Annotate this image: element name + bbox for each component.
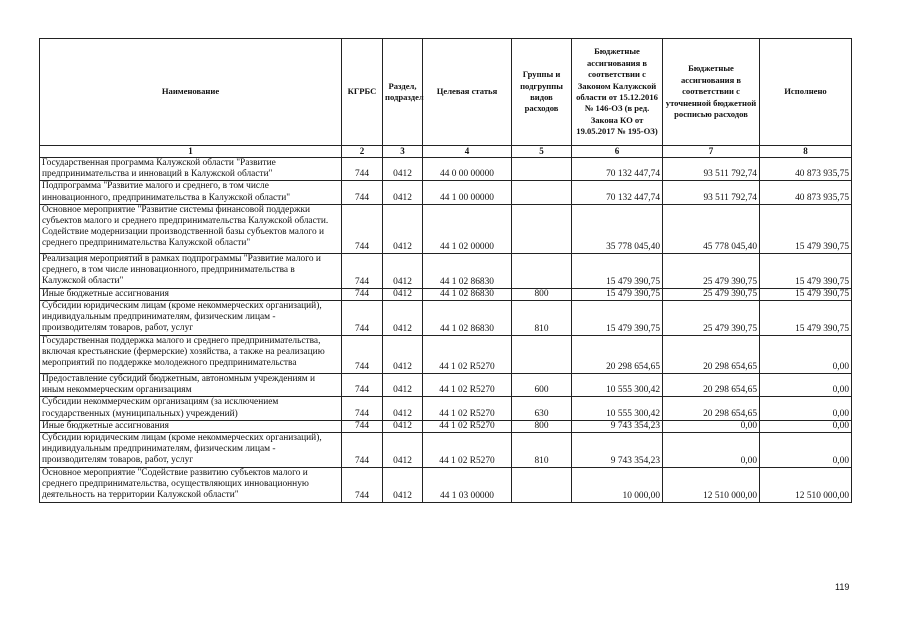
row-plan-amount: 20 298 654,65 (663, 336, 760, 374)
header-section: Раздел, подраздел (383, 39, 423, 146)
row-kgrbs: 744 (342, 181, 383, 204)
row-plan-amount: 25 479 390,75 (663, 253, 760, 288)
row-target-article: 44 1 02 00000 (423, 204, 512, 253)
row-executed-amount: 0,00 (760, 397, 852, 420)
row-section: 0412 (383, 288, 423, 300)
row-executed-amount: 12 510 000,00 (760, 468, 852, 503)
row-section: 0412 (383, 253, 423, 288)
row-name: Иные бюджетные ассигнования (40, 420, 342, 432)
row-law-amount: 15 479 390,75 (572, 253, 663, 288)
table-row (40, 181, 852, 204)
row-expense-group: 810 (512, 433, 572, 468)
row-kgrbs: 744 (342, 253, 383, 288)
row-executed-amount: 0,00 (760, 374, 852, 397)
row-executed-amount: 0,00 (760, 420, 852, 432)
table-row (40, 374, 852, 397)
row-kgrbs: 744 (342, 397, 383, 420)
row-plan-amount: 45 778 045,40 (663, 204, 760, 253)
column-number: 7 (663, 146, 760, 158)
row-law-amount: 9 743 354,23 (572, 420, 663, 432)
row-expense-group (512, 468, 572, 503)
row-law-amount: 10 555 300,42 (572, 374, 663, 397)
row-target-article: 44 1 02 86830 (423, 288, 512, 300)
row-kgrbs: 744 (342, 374, 383, 397)
header-row (40, 39, 852, 146)
table-row (40, 397, 852, 420)
column-number: 3 (383, 146, 423, 158)
row-kgrbs: 744 (342, 301, 383, 336)
table-row (40, 420, 852, 432)
column-number: 6 (572, 146, 663, 158)
row-law-amount: 10 000,00 (572, 468, 663, 503)
table-body (40, 158, 852, 503)
row-expense-group: 810 (512, 301, 572, 336)
row-law-amount: 70 132 447,74 (572, 158, 663, 181)
row-expense-group: 600 (512, 374, 572, 397)
row-executed-amount: 40 873 935,75 (760, 158, 852, 181)
row-section: 0412 (383, 374, 423, 397)
row-law-amount: 15 479 390,75 (572, 301, 663, 336)
table-row (40, 301, 852, 336)
row-section: 0412 (383, 468, 423, 503)
row-name: Предоставление субсидий бюджетным, автономным учреждениям и иным некоммерческим организациям (40, 374, 342, 397)
row-section: 0412 (383, 433, 423, 468)
header-target-article: Целевая статья (423, 39, 512, 146)
row-plan-amount: 93 511 792,74 (663, 181, 760, 204)
row-expense-group: 630 (512, 397, 572, 420)
table-row (40, 253, 852, 288)
header-plan-allocations: Бюджетные ассигнования в соответствии с уточненной бюджетной росписью расходов (663, 39, 760, 146)
row-name: Иные бюджетные ассигнования (40, 288, 342, 300)
column-number: 5 (512, 146, 572, 158)
row-name: Государственная поддержка малого и среднего предпринимательства, включая крестьянские (фермерские) хозяйства, а также на реализацию мероприятий по поддержке молодежного предпринимательства (40, 336, 342, 374)
row-plan-amount: 93 511 792,74 (663, 158, 760, 181)
column-number: 2 (342, 146, 383, 158)
row-expense-group (512, 336, 572, 374)
row-plan-amount: 0,00 (663, 433, 760, 468)
row-law-amount: 20 298 654,65 (572, 336, 663, 374)
table-row (40, 288, 852, 300)
column-number: 1 (40, 146, 342, 158)
row-name: Основное мероприятие "Содействие развитию субъектов малого и среднего предпринимательства, осуществляющих инновационную деятельность на территории Калужской области" (40, 468, 342, 503)
row-expense-group: 800 (512, 420, 572, 432)
row-executed-amount: 0,00 (760, 433, 852, 468)
row-expense-group: 800 (512, 288, 572, 300)
header-law-allocations: Бюджетные ассигнования в соответствии с Законом Калужской области от 15.12.2016 № 146-ОЗ (в ред. Закона КО от 19.05.2017 № 195-ОЗ) (572, 39, 663, 146)
row-section: 0412 (383, 336, 423, 374)
row-executed-amount: 40 873 935,75 (760, 181, 852, 204)
row-target-article: 44 1 00 00000 (423, 181, 512, 204)
row-kgrbs: 744 (342, 468, 383, 503)
budget-table (39, 38, 852, 503)
row-section: 0412 (383, 181, 423, 204)
row-section: 0412 (383, 301, 423, 336)
row-kgrbs: 744 (342, 433, 383, 468)
row-target-article: 44 1 02 86830 (423, 301, 512, 336)
row-name: Подпрограмма "Развитие малого и среднего, в том числе инновационного, предпринимательства в Калужской области" (40, 181, 342, 204)
row-target-article: 44 1 02 R5270 (423, 374, 512, 397)
row-name: Субсидии некоммерческим организациям (за исключением государственных (муниципальных) учреждений) (40, 397, 342, 420)
row-section: 0412 (383, 397, 423, 420)
table-row (40, 468, 852, 503)
row-section: 0412 (383, 420, 423, 432)
row-law-amount: 10 555 300,42 (572, 397, 663, 420)
header-kgrbs: КГРБС (342, 39, 383, 146)
row-name: Субсидии юридическим лицам (кроме некоммерческих организаций), индивидуальным предпринимателям, физическим лицам - производителям товаров, работ, услуг (40, 433, 342, 468)
row-law-amount: 15 479 390,75 (572, 288, 663, 300)
row-target-article: 44 1 02 R5270 (423, 433, 512, 468)
row-executed-amount: 15 479 390,75 (760, 288, 852, 300)
row-target-article: 44 1 02 R5270 (423, 420, 512, 432)
header-executed: Исполнено (760, 39, 852, 146)
row-target-article: 44 0 00 00000 (423, 158, 512, 181)
row-executed-amount: 15 479 390,75 (760, 204, 852, 253)
table-row (40, 158, 852, 181)
row-plan-amount: 20 298 654,65 (663, 397, 760, 420)
header-name: Наименование (40, 39, 342, 146)
row-section: 0412 (383, 204, 423, 253)
row-expense-group (512, 204, 572, 253)
row-law-amount: 9 743 354,23 (572, 433, 663, 468)
row-plan-amount: 0,00 (663, 420, 760, 432)
column-number: 8 (760, 146, 852, 158)
row-kgrbs: 744 (342, 420, 383, 432)
row-kgrbs: 744 (342, 288, 383, 300)
row-name: Субсидии юридическим лицам (кроме некоммерческих организаций), индивидуальным предпринимателям, физическим лицам - производителям товаров, работ, услуг (40, 301, 342, 336)
row-kgrbs: 744 (342, 204, 383, 253)
row-expense-group (512, 253, 572, 288)
row-target-article: 44 1 03 00000 (423, 468, 512, 503)
row-plan-amount: 25 479 390,75 (663, 288, 760, 300)
row-executed-amount: 0,00 (760, 336, 852, 374)
row-law-amount: 70 132 447,74 (572, 181, 663, 204)
row-name: Основное мероприятие "Развитие системы финансовой поддержки субъектов малого и среднего предпринимательства Калужской области. Содействие модернизации производственной базы субъектов малого и среднего предпринимательства Калужской области" (40, 204, 342, 253)
row-kgrbs: 744 (342, 336, 383, 374)
column-number: 4 (423, 146, 512, 158)
row-name: Государственная программа Калужской области "Развитие предпринимательства и инноваций в Калужской области" (40, 158, 342, 181)
row-target-article: 44 1 02 R5270 (423, 336, 512, 374)
row-name: Реализация мероприятий в рамках подпрограммы "Развитие малого и среднего, в том числе инновационного, предпринимательства в Калужской области" (40, 253, 342, 288)
row-executed-amount: 15 479 390,75 (760, 253, 852, 288)
table-row (40, 433, 852, 468)
page-number: 119 (835, 582, 850, 592)
row-executed-amount: 15 479 390,75 (760, 301, 852, 336)
row-section: 0412 (383, 158, 423, 181)
row-expense-group (512, 158, 572, 181)
table-row (40, 204, 852, 253)
row-expense-group (512, 181, 572, 204)
column-number-row (40, 146, 852, 158)
row-plan-amount: 12 510 000,00 (663, 468, 760, 503)
header-expense-group: Группы и подгруппы видов расходов (512, 39, 572, 146)
row-target-article: 44 1 02 R5270 (423, 397, 512, 420)
row-plan-amount: 25 479 390,75 (663, 301, 760, 336)
table-row (40, 336, 852, 374)
row-plan-amount: 20 298 654,65 (663, 374, 760, 397)
row-target-article: 44 1 02 86830 (423, 253, 512, 288)
row-kgrbs: 744 (342, 158, 383, 181)
row-law-amount: 35 778 045,40 (572, 204, 663, 253)
